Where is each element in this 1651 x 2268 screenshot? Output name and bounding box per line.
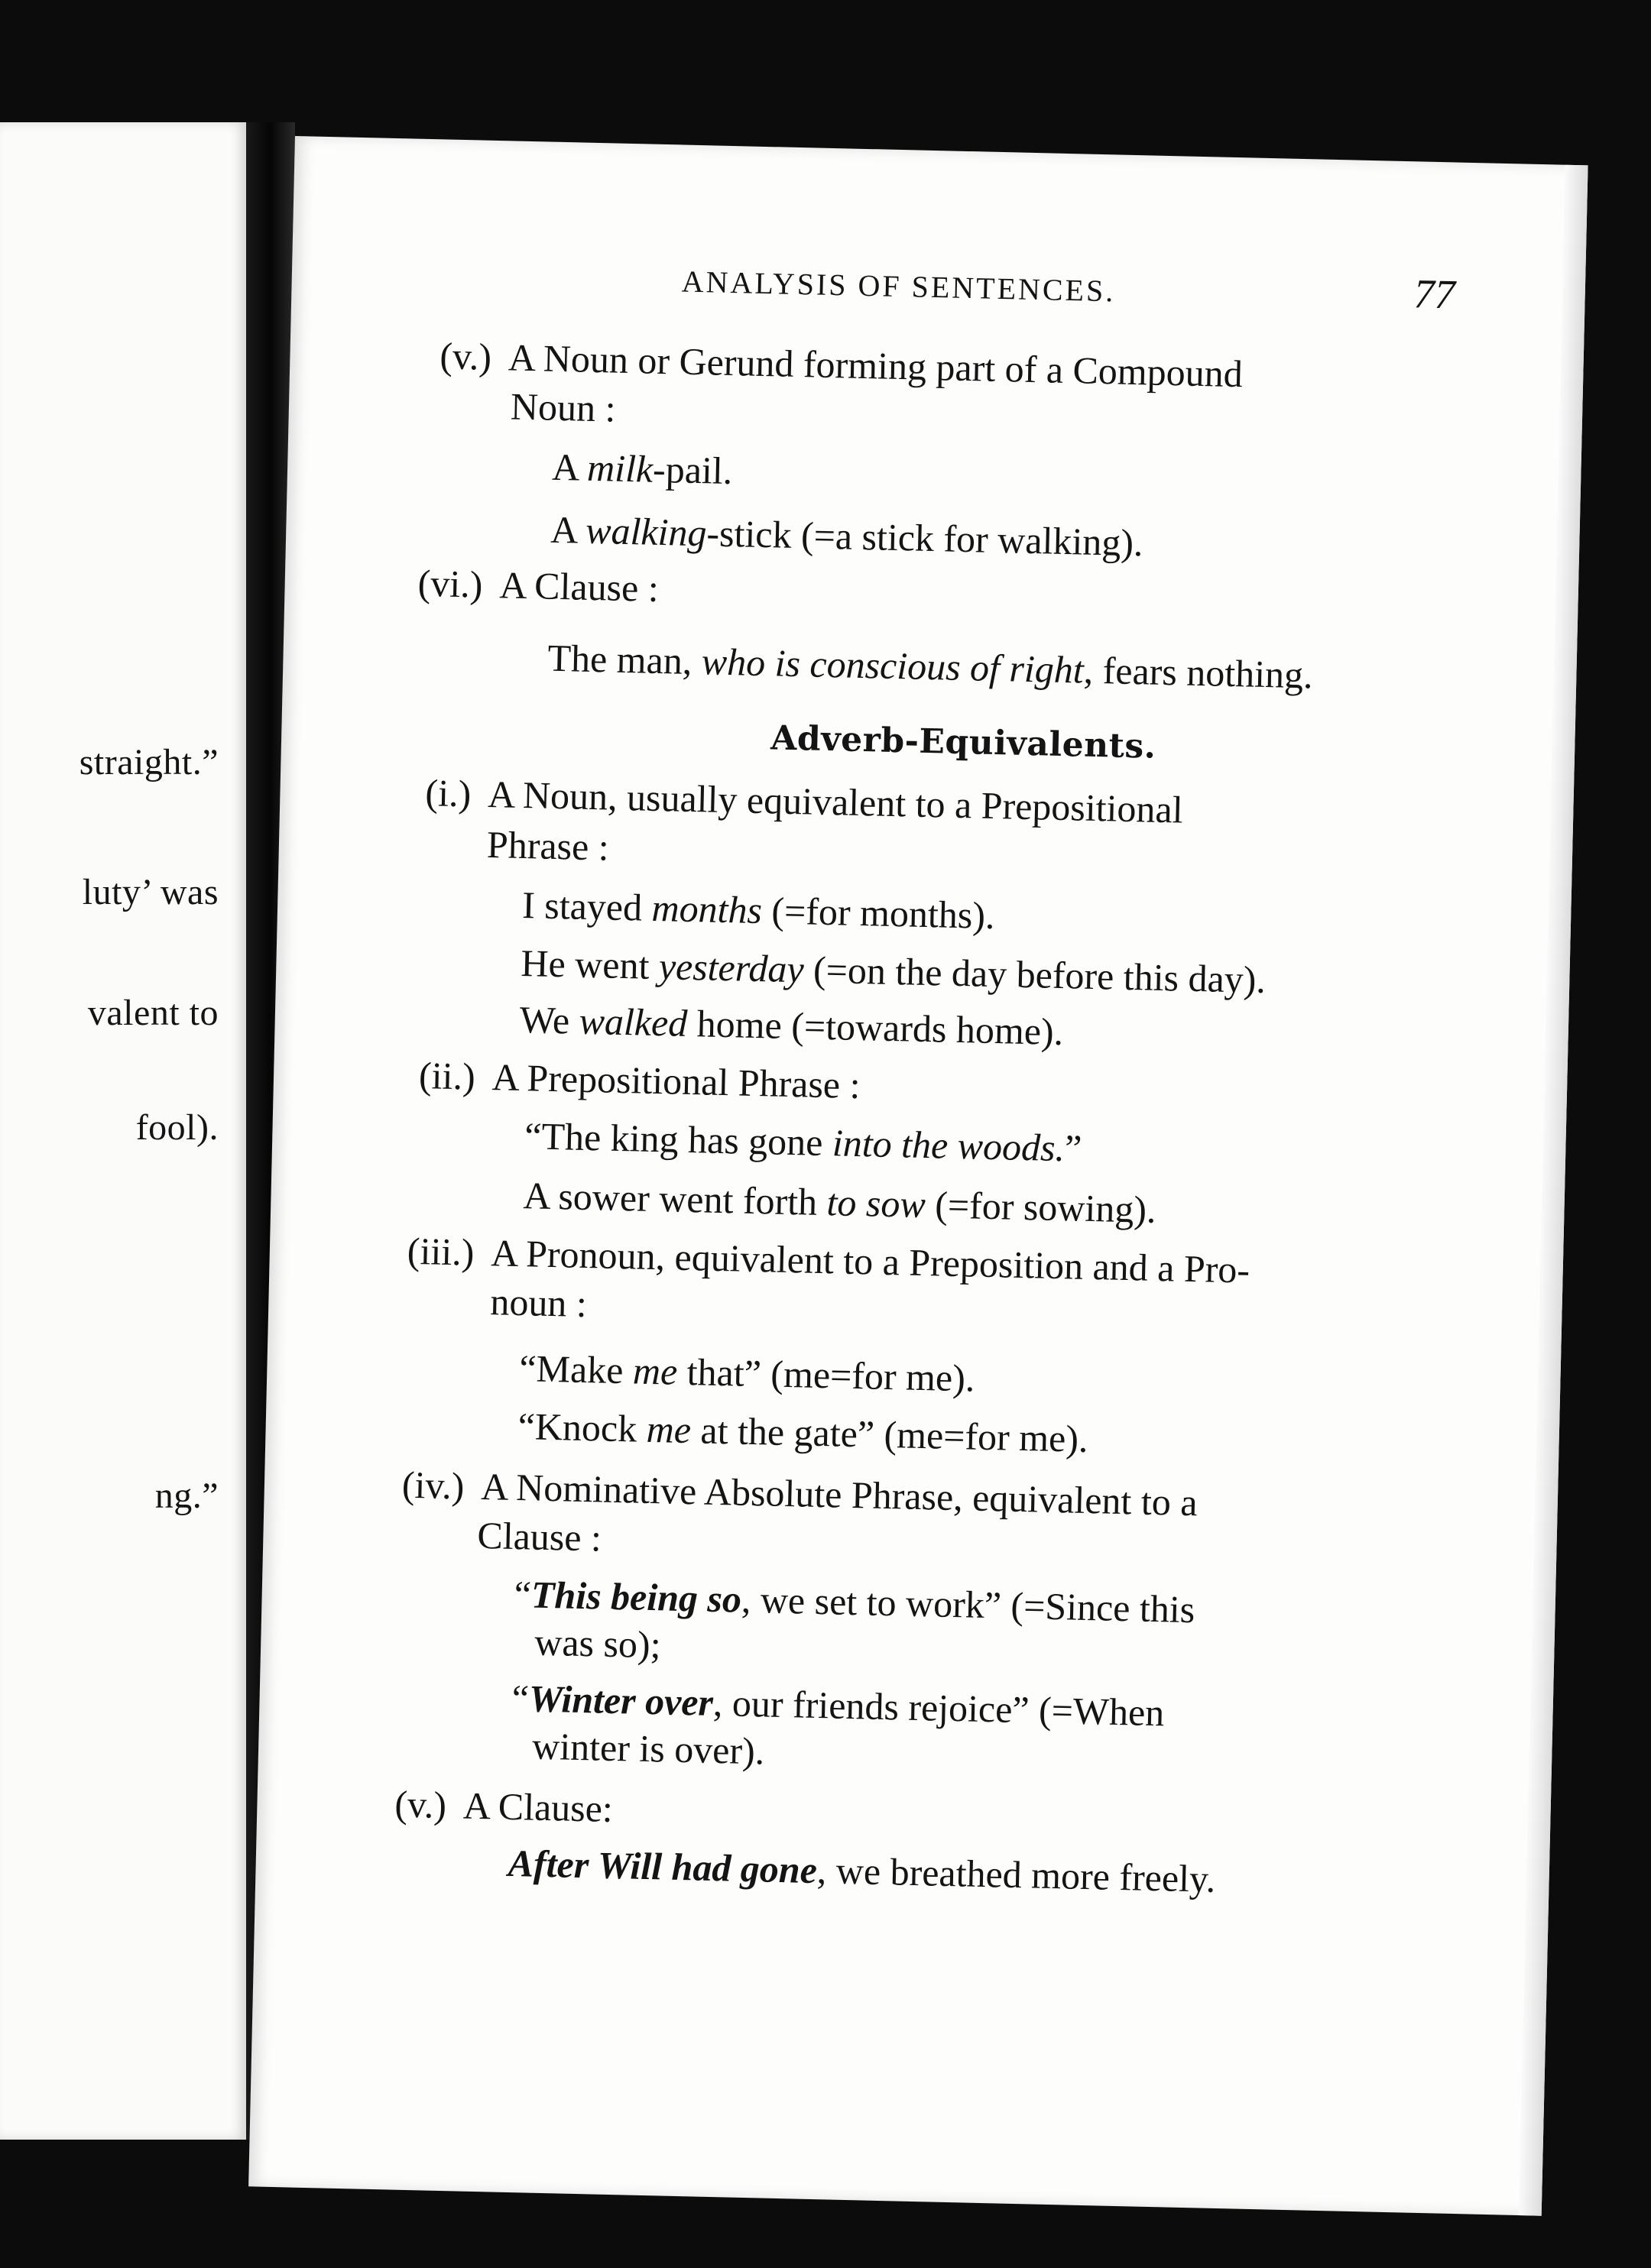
item-label: (v.) [439, 334, 492, 378]
example-line: We walked home (=towards home). [519, 997, 1064, 1054]
left-page-fragment: ng.” [154, 1476, 219, 1516]
item-label: (vi.) [417, 561, 484, 606]
item-text: A Noun, usually equivalent to a Prepositional [487, 772, 1184, 831]
adverb-item-iv [401, 1463, 1199, 1524]
item-label: (iv.) [401, 1463, 465, 1508]
left-page [0, 122, 246, 2140]
item-text: A Pronoun, equivalent to a Preposition and a Pro- [490, 1231, 1250, 1291]
example-continuation: winter is over). [531, 1724, 765, 1773]
left-page-fragment: fool). [135, 1107, 219, 1148]
example-line: “The king has gone into the woods.” [524, 1114, 1082, 1170]
item-label: (i.) [424, 771, 472, 815]
right-page [248, 136, 1588, 2216]
item-text: A Nominative Absolute Phrase, equivalent to a [480, 1464, 1199, 1524]
left-page-fragment: luty’ was [82, 872, 219, 912]
item-text: A Noun or Gerund forming part of a Compound [508, 335, 1244, 396]
item-text-continuation: noun : [489, 1280, 588, 1326]
item-text: A Clause: [462, 1784, 614, 1830]
example-line: A sower went forth to sow (=for sowing). [522, 1174, 1157, 1231]
adverb-item-ii [418, 1054, 861, 1107]
section-heading: Adverb-Equivalents. [770, 718, 1157, 766]
running-head: ANALYSIS OF SENTENCES. [681, 264, 1116, 309]
item-text-continuation: Clause : [476, 1513, 602, 1560]
page-number: 77 [1413, 271, 1456, 318]
example-line: He went yesterday (=on the day before this day). [520, 941, 1267, 1002]
example-line: I stayed months (=for months). [521, 883, 996, 938]
example-line: “This being so, we set to work” (=Since this [514, 1573, 1195, 1631]
adjective-item-vi [417, 561, 660, 610]
example-line: The man, who is conscious of right, fears nothing. [547, 636, 1314, 697]
item-label: (ii.) [418, 1054, 476, 1098]
item-text: A Prepositional Phrase : [491, 1055, 861, 1107]
example-line: A milk-pail. [551, 445, 733, 493]
example-line: “Make me that” (me=for me). [518, 1346, 975, 1400]
example-line: After Will had gone, we breathed more freely. [508, 1841, 1216, 1900]
example-line: A walking-stick (=a stick for walking). [550, 507, 1144, 565]
example-line: “Winter over, our friends rejoice” (=When [511, 1676, 1165, 1735]
example-continuation: was so); [534, 1620, 662, 1667]
item-text-continuation: Noun : [510, 384, 617, 430]
example-line: “Knock me at the gate” (me=for me). [517, 1405, 1089, 1460]
adverb-item-v [394, 1782, 614, 1830]
left-page-fragment: valent to [87, 993, 219, 1033]
adverb-item-iii [407, 1229, 1250, 1291]
adjective-item-v [439, 334, 1244, 396]
page-edge [1519, 165, 1588, 2216]
item-label: (iii.) [407, 1229, 475, 1274]
adverb-item-i [424, 771, 1184, 831]
item-text-continuation: Phrase : [486, 822, 610, 869]
item-text: A Clause : [498, 563, 660, 610]
item-label: (v.) [394, 1782, 447, 1827]
left-page-fragment: straight.” [79, 742, 219, 782]
